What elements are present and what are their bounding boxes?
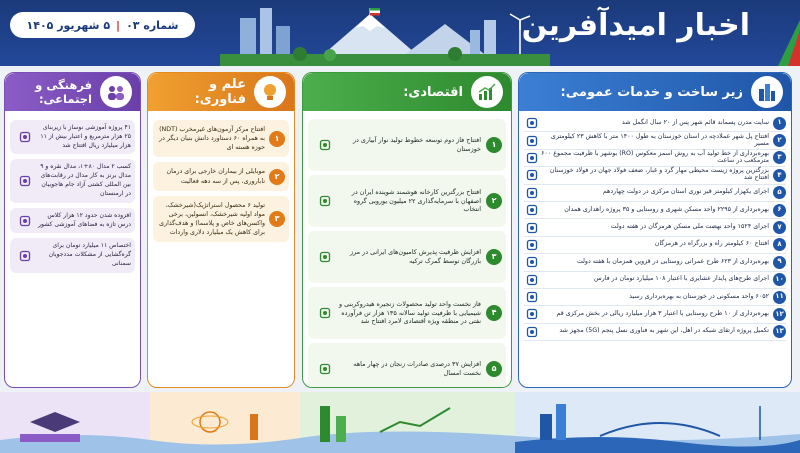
infrastructure-title: زیر ساخت و خدمات عمومی: xyxy=(560,84,743,100)
item-text: سایت مدرن پسماند قائم شهر پس از ۲۰ سال انگمل شد xyxy=(621,118,769,126)
list-item xyxy=(10,238,135,272)
people-icon xyxy=(100,76,132,108)
item-number: ۱۰ xyxy=(773,273,786,286)
list-item xyxy=(308,231,506,283)
list-item xyxy=(308,175,506,227)
item-number: ۱۱ xyxy=(773,291,786,304)
list-item xyxy=(524,254,786,271)
item-number: ۱ xyxy=(486,137,502,153)
item-text: تولید ۶ محصول استراتژیک(شیرخشک، مواد اولیه شیرخشک، انسولین، برخی واکسن‌های خاص و پلاسما) و هدف‌گذاری برای کاهش یک میلیارد دلاری واردات xyxy=(159,201,265,236)
list-item xyxy=(524,237,786,254)
item-number: ۷ xyxy=(773,221,786,234)
science-title: علم و فناوری: xyxy=(194,77,246,107)
refinery-icon xyxy=(312,307,338,319)
cultural-header xyxy=(5,73,140,111)
medal-icon xyxy=(14,175,36,187)
item-text: افزایش ظرفیت پذیرش کامیون‌های ایرانی در مرز بازرگان توسط گمرک ترکیه xyxy=(350,248,481,265)
item-text: افتتاح مرکز آزمون‌های غیرمخرب (NDT) به همراه ۶۰ دستاورد دانش بنیان دیگر در حوزه هسته ای xyxy=(159,126,265,152)
road-icon xyxy=(524,187,540,199)
item-text: اختصاص ۱۱ میلیارد تومان برای گره‌گشایی از مشکلات مددجویان سمنانی xyxy=(48,242,131,268)
item-text: موبایلی از بیماران خارجی برای درمان ناباروری، پس از سه دهه فعالیت xyxy=(166,168,265,185)
cultural-column xyxy=(4,72,141,388)
growth-chart-icon xyxy=(312,363,338,375)
list-item xyxy=(524,219,786,236)
list-item xyxy=(308,119,506,171)
item-text: ۶۰۵۲ واحد مسکونی در خوزستان به بهره‌برداری رسید xyxy=(629,292,769,300)
item-text: افزوده شدن حدود ۱۲ هزار کلاس درس تازه به فضاهای آموزشی کشور xyxy=(38,211,131,228)
tent-icon xyxy=(524,274,540,286)
city-icon xyxy=(751,76,783,108)
item-text: تکمیل پروژه ارتقای شبکه در اهل، این شهر به فناوری نسل پنجم (5G) مجهز شد xyxy=(559,327,769,335)
growth-chart-icon xyxy=(471,76,503,108)
list-item xyxy=(524,150,786,167)
item-number: ۸ xyxy=(773,238,786,251)
item-number: ۳ xyxy=(773,151,786,164)
science-header xyxy=(148,73,294,111)
recycle-icon xyxy=(524,117,540,129)
house-icon xyxy=(524,204,540,216)
list-item xyxy=(10,159,135,202)
science-column xyxy=(147,72,295,388)
list-item xyxy=(524,185,786,202)
list-item xyxy=(308,287,506,339)
infrastructure-list xyxy=(519,111,791,345)
5g-icon xyxy=(524,326,540,338)
item-number: ۴ xyxy=(486,305,502,321)
truck-icon xyxy=(312,251,338,263)
item-number: ۲ xyxy=(773,134,786,147)
cultural-title: فرهنگی و اجتماعی: xyxy=(35,78,92,106)
item-number: ۱ xyxy=(269,131,285,147)
item-text: افتتاح فاز دوم توسعه خطوط تولید نوار آبیاری در خوزستان xyxy=(352,136,481,153)
item-text: فاز نخست واحد تولید محصولات زنجیره هیدروکربنی و شیمیایی با ظرفیت تولید سالانه ۱۳۵ هزار تن فرآورده نفتی در منطقه ویژه اقتصادی لامرد افتتاح شد xyxy=(338,300,481,326)
item-number: ۳ xyxy=(269,211,285,227)
item-number: ۵ xyxy=(773,186,786,199)
skyline-illustration xyxy=(220,0,550,66)
item-number: ۱۲ xyxy=(773,308,786,321)
infrastructure-column xyxy=(518,72,792,388)
factory-icon xyxy=(312,195,338,207)
item-number: ۲ xyxy=(486,193,502,209)
list-item xyxy=(524,202,786,219)
item-text: اجرای یکهزار کیلومتر قیر نوری استان مرکزی در دولت چهاردهم xyxy=(602,188,769,196)
item-text: بهره‌برداری از ۲۲۹۵ واحد مسکن شهری و روستایی و ۳۵ پروژه راهداری همدان xyxy=(564,205,769,213)
list-item xyxy=(153,120,289,157)
lightbulb-icon xyxy=(254,76,286,108)
economic-title: اقتصادی: xyxy=(403,84,463,100)
list-item xyxy=(153,162,289,190)
bridge-icon xyxy=(524,135,540,147)
economic-column xyxy=(302,72,512,388)
issue-date: ۵ شهریور ۱۴۰۵ xyxy=(26,18,111,32)
list-item xyxy=(524,272,786,289)
cultural-list xyxy=(5,111,140,282)
list-item xyxy=(524,324,786,341)
science-list xyxy=(148,111,294,251)
item-text: افتتاح ۶۰ کیلومتر راه و بزرگراه در هرمزگان xyxy=(654,240,769,248)
item-number: ۴ xyxy=(773,169,786,182)
issue-separator: | xyxy=(116,18,121,32)
water-drop-icon xyxy=(524,169,540,181)
list-item xyxy=(10,208,135,234)
item-number: ۹ xyxy=(773,256,786,269)
highway-icon xyxy=(524,239,540,251)
item-text: کسب ۲ مدال ۸۰+۱، مدال نقره و ۹ مدال برنز به کار مدال در رقابت‌های بین المللی کشتی آزاد جام هاجوبیان در ارمنستان xyxy=(40,163,131,197)
item-text: اجرای ۱۵۲۴ واحد نهضت ملی مسکن هرمزگان در هفته دولت xyxy=(610,223,769,231)
list-item xyxy=(524,115,786,132)
list-item xyxy=(524,289,786,306)
page-title: اخبار امیدآفرین xyxy=(521,8,750,43)
village-icon xyxy=(524,308,540,320)
item-text: افزایش ۳۷ درصدی صادرات زنجان در چهار ماهه نخست امسال xyxy=(353,360,481,377)
list-item xyxy=(524,132,786,149)
item-number: ۲ xyxy=(269,169,285,185)
factory-icon xyxy=(524,152,540,164)
item-text: ۴۱ پروژه آموزشی نوساز با زیربنای ۲۵ هزار مترمربع و اعتبار بیش از ۱۱ هزار میلیارد ریال افتتاح شد xyxy=(40,124,131,149)
apartment-icon xyxy=(524,291,540,303)
economic-header xyxy=(303,73,511,111)
item-text: بهره‌برداری از ۱۰ طرح روستایی با اعتبار ۳ هزار میلیارد ریالی در بخش مرکزی قم xyxy=(556,310,769,318)
list-item xyxy=(10,120,135,154)
issue-badge xyxy=(10,12,195,38)
classroom-icon xyxy=(14,215,36,227)
helping-hands-icon xyxy=(14,250,36,262)
item-number: ۳ xyxy=(486,249,502,265)
header-banner xyxy=(0,0,800,66)
list-item xyxy=(524,306,786,323)
footer-illustration xyxy=(0,392,800,453)
item-text: بزرگترین پروژه زیست محیطی مهار گرد و غبار، ضعف فولاد جهان در فولاد خوزستان افتتاح شد xyxy=(549,167,769,182)
item-text: بهره‌برداری از ۶۲۳ طرح عمرانی روستایی در قزوین همزمان با هفته دولت xyxy=(576,257,769,265)
item-text: اجرای طرح‌های پایدار عشایری با اعتبار ۱۰۸ میلیارد تومان در فارس xyxy=(593,275,769,283)
item-number: ۵ xyxy=(486,361,502,377)
bank-icon xyxy=(312,139,338,151)
item-text: افتتاح بزرگترین کارخانه هوشمند شوینده ایران در اصفهان با سرمایه‌گذاری ۲۲ میلیون یورویی گروه انتخاب xyxy=(351,188,481,214)
list-item xyxy=(308,343,506,388)
issue-number: شماره ۰۳ xyxy=(126,18,179,32)
item-number: ۶ xyxy=(773,204,786,217)
tower-icon xyxy=(524,256,540,268)
list-item xyxy=(524,167,786,184)
economic-list xyxy=(303,111,511,388)
book-icon xyxy=(14,131,36,143)
item-text: بهره‌برداری از خط تولید آب به روش اسمز معکوس (RO) بوشهر با ظرفیت مجموع ۶۰۰ مترمکعب در ساعت xyxy=(541,150,769,164)
item-number: ۱۳ xyxy=(773,325,786,338)
building-icon xyxy=(524,222,540,234)
flag-ribbon-icon xyxy=(760,0,800,66)
list-item xyxy=(153,196,289,243)
item-text: افتتاح پل شهر عملادچه در استان خوزستان به طول ۱۴۰۰ متر با کاهش ۲۳ کیلومتری مسیر xyxy=(550,132,769,147)
infrastructure-header xyxy=(519,73,791,111)
item-number: ۱ xyxy=(773,117,786,130)
